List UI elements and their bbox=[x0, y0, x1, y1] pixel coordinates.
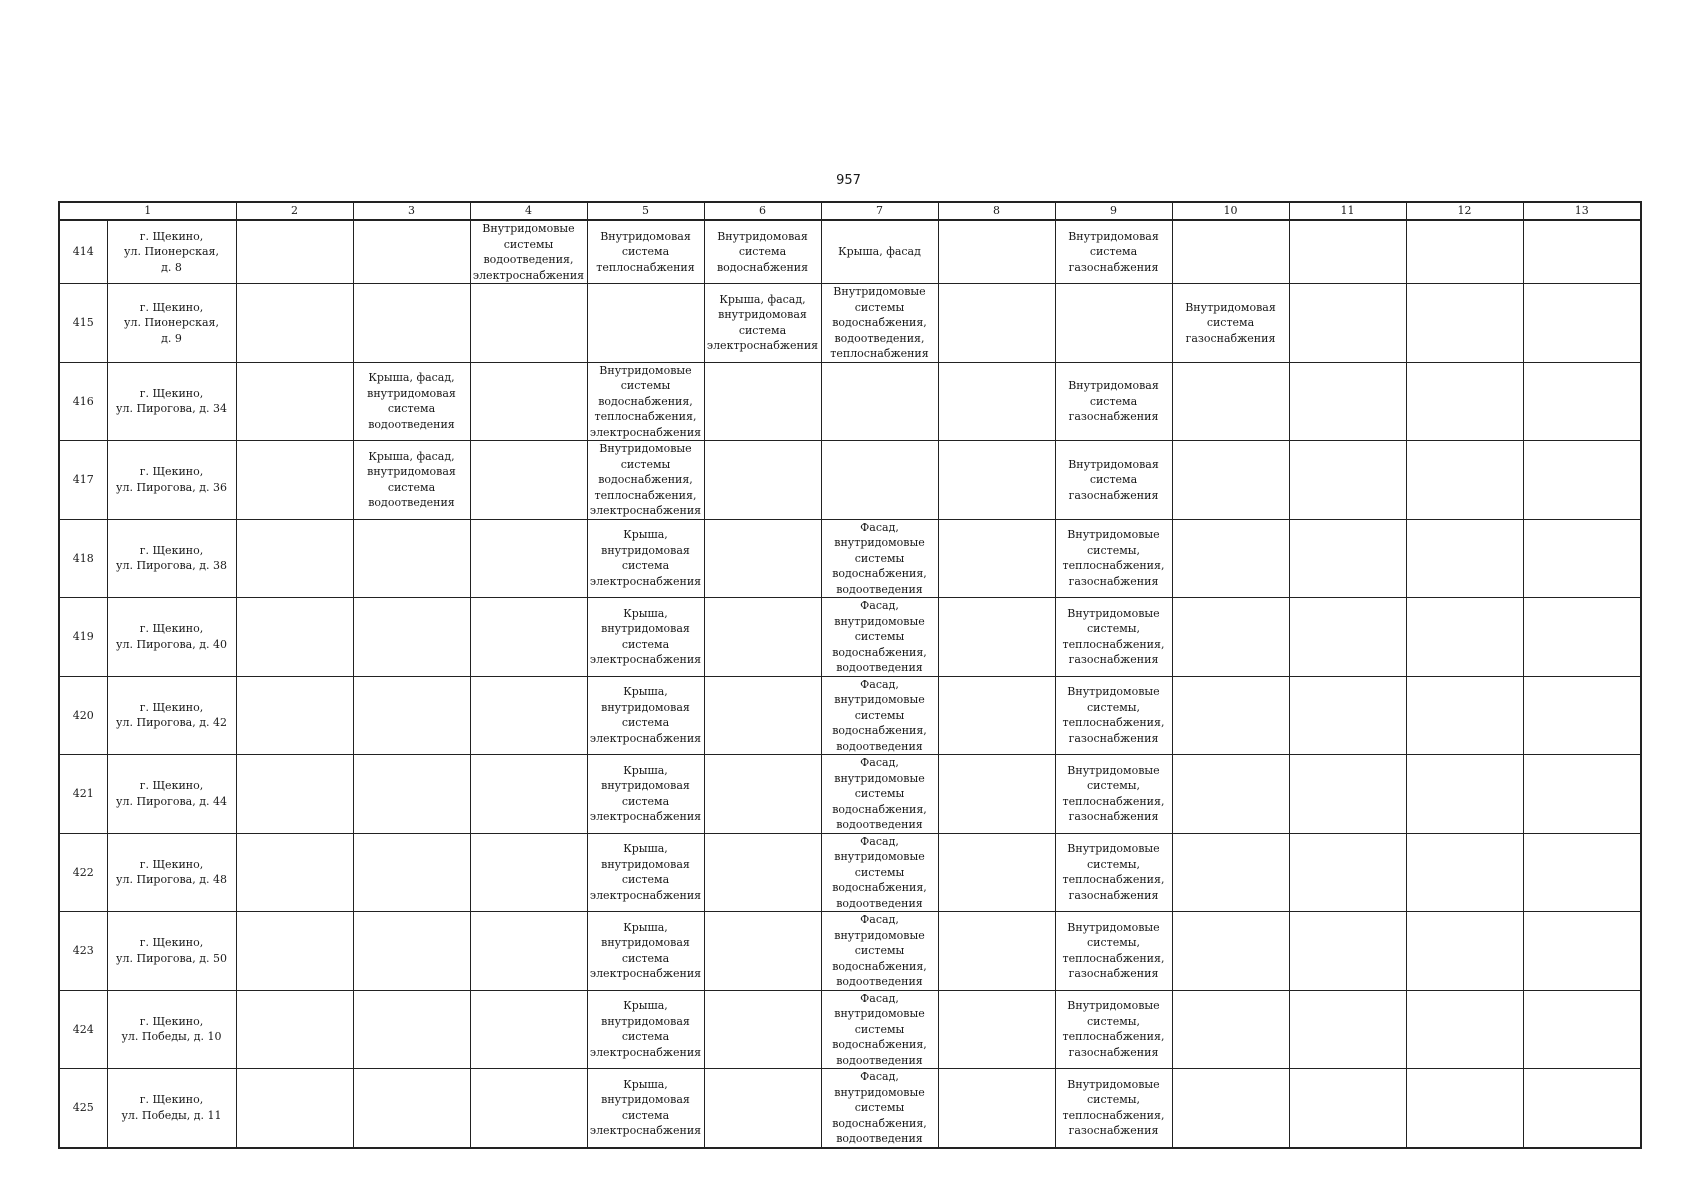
address-cell bbox=[107, 912, 236, 991]
work-cell-col-10 bbox=[1172, 362, 1289, 441]
address-line: г. Щекино, bbox=[139, 465, 204, 479]
work-cell-col-11 bbox=[1289, 990, 1406, 1069]
work-cell-col-6 bbox=[704, 755, 821, 834]
work-cell-col-9: Внутридомовые системы, теплоснабжения, газоснабжения bbox=[1055, 755, 1172, 834]
work-cell-col-3 bbox=[353, 598, 470, 677]
work-cell-col-10 bbox=[1172, 676, 1289, 755]
address-cell bbox=[107, 441, 236, 520]
table-row bbox=[59, 220, 1641, 284]
address-line: ул. Пирогова, д. 34 bbox=[116, 402, 227, 416]
work-cell-col-10 bbox=[1172, 519, 1289, 598]
work-cell-col-4 bbox=[470, 755, 587, 834]
work-cell-col-5: Крыша, внутридомовая система электроснабжения bbox=[587, 598, 704, 677]
work-cell-col-13 bbox=[1523, 833, 1641, 912]
address-line: ул. Пирогова, д. 42 bbox=[116, 716, 227, 730]
row-number: 417 bbox=[59, 441, 107, 520]
work-cell-col-8 bbox=[938, 833, 1055, 912]
row-number: 421 bbox=[59, 755, 107, 834]
work-cell-col-5: Крыша, внутридомовая система электроснабжения bbox=[587, 833, 704, 912]
address-cell bbox=[107, 362, 236, 441]
work-cell-col-2 bbox=[236, 676, 353, 755]
work-cell-col-5 bbox=[587, 284, 704, 363]
work-cell-col-10 bbox=[1172, 441, 1289, 520]
work-cell-col-2 bbox=[236, 441, 353, 520]
work-cell-col-13 bbox=[1523, 755, 1641, 834]
work-cell-col-4 bbox=[470, 833, 587, 912]
work-cell-col-6 bbox=[704, 833, 821, 912]
work-cell-col-12 bbox=[1406, 284, 1523, 363]
work-cell-col-5: Крыша, внутридомовая система электроснабжения bbox=[587, 1069, 704, 1148]
address-line: г. Щекино, bbox=[139, 622, 204, 636]
work-cell-col-5: Внутридомовые системы водоснабжения, теплоснабжения, электроснабжения bbox=[587, 362, 704, 441]
work-cell-col-3 bbox=[353, 1069, 470, 1148]
address-line: д. 8 bbox=[161, 260, 182, 274]
work-cell-col-3 bbox=[353, 676, 470, 755]
address-cell bbox=[107, 598, 236, 677]
work-cell-col-11 bbox=[1289, 441, 1406, 520]
work-cell-col-13 bbox=[1523, 990, 1641, 1069]
work-cell-col-7: Фасад, внутридомовые системы водоснабжения, водоотведения bbox=[821, 755, 938, 834]
work-cell-col-2 bbox=[236, 912, 353, 991]
row-number: 416 bbox=[59, 362, 107, 441]
work-cell-col-7 bbox=[821, 441, 938, 520]
address-cell bbox=[107, 755, 236, 834]
work-cell-col-3 bbox=[353, 284, 470, 363]
address-cell bbox=[107, 1069, 236, 1148]
row-number: 420 bbox=[59, 676, 107, 755]
address-line: г. Щекино, bbox=[139, 700, 204, 714]
work-cell-col-2 bbox=[236, 220, 353, 284]
work-cell-col-4 bbox=[470, 1069, 587, 1148]
work-cell-col-7: Внутридомовые системы водоснабжения, водоотведения, теплоснабжения bbox=[821, 284, 938, 363]
work-cell-col-11 bbox=[1289, 755, 1406, 834]
work-cell-col-8 bbox=[938, 912, 1055, 991]
work-cell-col-7: Фасад, внутридомовые системы водоснабжения, водоотведения bbox=[821, 833, 938, 912]
work-cell-col-5: Крыша, внутридомовая система электроснабжения bbox=[587, 990, 704, 1069]
address-line: г. Щекино, bbox=[139, 543, 204, 557]
work-cell-col-7: Фасад, внутридомовые системы водоснабжения, водоотведения bbox=[821, 990, 938, 1069]
address-line: ул. Победы, д. 11 bbox=[121, 1108, 222, 1122]
work-cell-col-12 bbox=[1406, 990, 1523, 1069]
work-cell-col-9: Внутридомовая система газоснабжения bbox=[1055, 441, 1172, 520]
row-number: 425 bbox=[59, 1069, 107, 1148]
work-cell-col-13 bbox=[1523, 598, 1641, 677]
work-cell-col-7: Крыша, фасад bbox=[821, 220, 938, 284]
work-cell-col-6 bbox=[704, 1069, 821, 1148]
work-cell-col-2 bbox=[236, 755, 353, 834]
work-cell-col-12 bbox=[1406, 220, 1523, 284]
work-cell-col-6: Внутридомовая система водоснабжения bbox=[704, 220, 821, 284]
work-cell-col-5: Внутридомовые системы водоснабжения, теплоснабжения, электроснабжения bbox=[587, 441, 704, 520]
work-cell-col-3 bbox=[353, 912, 470, 991]
row-number: 414 bbox=[59, 220, 107, 284]
address-line: ул. Пирогова, д. 48 bbox=[116, 873, 227, 887]
work-cell-col-10 bbox=[1172, 598, 1289, 677]
column-header: 12 bbox=[1406, 202, 1523, 220]
address-line: ул. Пирогова, д. 40 bbox=[116, 637, 227, 651]
row-number: 424 bbox=[59, 990, 107, 1069]
work-cell-col-11 bbox=[1289, 220, 1406, 284]
table-row bbox=[59, 441, 1641, 520]
work-cell-col-4 bbox=[470, 441, 587, 520]
address-line: ул. Пирогова, д. 38 bbox=[116, 559, 227, 573]
work-cell-col-13 bbox=[1523, 1069, 1641, 1148]
work-cell-col-6 bbox=[704, 519, 821, 598]
work-cell-col-6 bbox=[704, 441, 821, 520]
row-number: 423 bbox=[59, 912, 107, 991]
table-row bbox=[59, 519, 1641, 598]
work-cell-col-6 bbox=[704, 676, 821, 755]
work-cell-col-2 bbox=[236, 519, 353, 598]
work-cell-col-10 bbox=[1172, 990, 1289, 1069]
work-cell-col-8 bbox=[938, 362, 1055, 441]
address-cell bbox=[107, 676, 236, 755]
table-row bbox=[59, 598, 1641, 677]
work-cell-col-12 bbox=[1406, 519, 1523, 598]
work-cell-col-9: Внутридомовые системы, теплоснабжения, газоснабжения bbox=[1055, 676, 1172, 755]
work-cell-col-13 bbox=[1523, 676, 1641, 755]
table-row bbox=[59, 833, 1641, 912]
table-row bbox=[59, 362, 1641, 441]
work-cell-col-4 bbox=[470, 676, 587, 755]
work-cell-col-2 bbox=[236, 1069, 353, 1148]
address-line: д. 9 bbox=[161, 331, 182, 345]
work-cell-col-3: Крыша, фасад, внутридомовая система водоотведения bbox=[353, 362, 470, 441]
work-cell-col-2 bbox=[236, 284, 353, 363]
address-cell bbox=[107, 284, 236, 363]
work-cell-col-12 bbox=[1406, 833, 1523, 912]
work-cell-col-2 bbox=[236, 990, 353, 1069]
work-cell-col-4 bbox=[470, 284, 587, 363]
row-number: 415 bbox=[59, 284, 107, 363]
row-number: 418 bbox=[59, 519, 107, 598]
work-cell-col-13 bbox=[1523, 362, 1641, 441]
work-cell-col-11 bbox=[1289, 833, 1406, 912]
address-line: ул. Пирогова, д. 50 bbox=[116, 951, 227, 965]
work-cell-col-11 bbox=[1289, 676, 1406, 755]
work-cell-col-4 bbox=[470, 519, 587, 598]
work-cell-col-9: Внутридомовые системы, теплоснабжения, газоснабжения bbox=[1055, 912, 1172, 991]
work-cell-col-9: Внутридомовая система газоснабжения bbox=[1055, 220, 1172, 284]
work-cell-col-10 bbox=[1172, 833, 1289, 912]
work-cell-col-13 bbox=[1523, 284, 1641, 363]
work-cell-col-13 bbox=[1523, 441, 1641, 520]
address-cell bbox=[107, 990, 236, 1069]
work-cell-col-5: Крыша, внутридомовая система электроснабжения bbox=[587, 519, 704, 598]
address-cell bbox=[107, 833, 236, 912]
work-cell-col-9: Внутридомовые системы, теплоснабжения, газоснабжения bbox=[1055, 1069, 1172, 1148]
table-row bbox=[59, 284, 1641, 363]
address-line: ул. Победы, д. 10 bbox=[121, 1030, 222, 1044]
work-cell-col-11 bbox=[1289, 598, 1406, 677]
work-cell-col-3 bbox=[353, 755, 470, 834]
table-row bbox=[59, 755, 1641, 834]
work-cell-col-12 bbox=[1406, 441, 1523, 520]
address-line: г. Щекино, bbox=[139, 300, 204, 314]
work-cell-col-4 bbox=[470, 990, 587, 1069]
address-line: г. Щекино, bbox=[139, 1014, 204, 1028]
work-cell-col-8 bbox=[938, 441, 1055, 520]
address-line: г. Щекино, bbox=[139, 386, 204, 400]
work-cell-col-13 bbox=[1523, 912, 1641, 991]
address-line: ул. Пирогова, д. 36 bbox=[116, 480, 227, 494]
work-cell-col-12 bbox=[1406, 755, 1523, 834]
work-cell-col-6 bbox=[704, 990, 821, 1069]
work-cell-col-3 bbox=[353, 833, 470, 912]
work-cell-col-8 bbox=[938, 990, 1055, 1069]
table-row bbox=[59, 990, 1641, 1069]
work-cell-col-9: Внутридомовые системы, теплоснабжения, газоснабжения bbox=[1055, 598, 1172, 677]
work-cell-col-6 bbox=[704, 598, 821, 677]
work-cell-col-8 bbox=[938, 598, 1055, 677]
column-header: 5 bbox=[587, 202, 704, 220]
work-cell-col-11 bbox=[1289, 362, 1406, 441]
work-cell-col-9: Внутридомовые системы, теплоснабжения, газоснабжения bbox=[1055, 990, 1172, 1069]
column-header: 1 bbox=[59, 202, 236, 220]
table-row bbox=[59, 676, 1641, 755]
address-line: г. Щекино, bbox=[139, 779, 204, 793]
address-cell bbox=[107, 519, 236, 598]
work-cell-col-7: Фасад, внутридомовые системы водоснабжения, водоотведения bbox=[821, 912, 938, 991]
column-header: 8 bbox=[938, 202, 1055, 220]
work-cell-col-6 bbox=[704, 912, 821, 991]
work-cell-col-5: Крыша, внутридомовая система электроснабжения bbox=[587, 912, 704, 991]
work-cell-col-5: Внутридомовая система теплоснабжения bbox=[587, 220, 704, 284]
address-line: г. Щекино, bbox=[139, 229, 204, 243]
address-line: ул. Пирогова, д. 44 bbox=[116, 794, 227, 808]
work-cell-col-8 bbox=[938, 284, 1055, 363]
work-cell-col-8 bbox=[938, 220, 1055, 284]
work-cell-col-5: Крыша, внутридомовая система электроснабжения bbox=[587, 676, 704, 755]
work-cell-col-6: Крыша, фасад, внутридомовая система электроснабжения bbox=[704, 284, 821, 363]
work-cell-col-3: Крыша, фасад, внутридомовая система водоотведения bbox=[353, 441, 470, 520]
work-cell-col-7 bbox=[821, 362, 938, 441]
work-cell-col-2 bbox=[236, 598, 353, 677]
work-cell-col-13 bbox=[1523, 220, 1641, 284]
work-cell-col-4 bbox=[470, 912, 587, 991]
work-cell-col-6 bbox=[704, 362, 821, 441]
column-header: 7 bbox=[821, 202, 938, 220]
work-cell-col-9 bbox=[1055, 284, 1172, 363]
column-header: 11 bbox=[1289, 202, 1406, 220]
work-cell-col-12 bbox=[1406, 676, 1523, 755]
work-cell-col-8 bbox=[938, 1069, 1055, 1148]
column-header: 4 bbox=[470, 202, 587, 220]
work-cell-col-13 bbox=[1523, 519, 1641, 598]
work-cell-col-10: Внутридомовая система газоснабжения bbox=[1172, 284, 1289, 363]
work-cell-col-12 bbox=[1406, 912, 1523, 991]
work-cell-col-10 bbox=[1172, 1069, 1289, 1148]
work-cell-col-2 bbox=[236, 833, 353, 912]
address-cell bbox=[107, 220, 236, 284]
work-cell-col-3 bbox=[353, 519, 470, 598]
work-cell-col-2 bbox=[236, 362, 353, 441]
address-line: ул. Пионерская, bbox=[124, 316, 219, 329]
column-header: 10 bbox=[1172, 202, 1289, 220]
row-number: 422 bbox=[59, 833, 107, 912]
row-number: 419 bbox=[59, 598, 107, 677]
column-header: 6 bbox=[704, 202, 821, 220]
work-cell-col-10 bbox=[1172, 912, 1289, 991]
repair-schedule-table bbox=[58, 201, 1642, 1149]
address-line: г. Щекино, bbox=[139, 1093, 204, 1107]
work-cell-col-9: Внутридомовые системы, теплоснабжения, газоснабжения bbox=[1055, 519, 1172, 598]
work-cell-col-4: Внутридомовые системы водоотведения, электроснабжения bbox=[470, 220, 587, 284]
work-cell-col-10 bbox=[1172, 755, 1289, 834]
work-cell-col-4 bbox=[470, 362, 587, 441]
work-cell-col-3 bbox=[353, 990, 470, 1069]
column-header: 9 bbox=[1055, 202, 1172, 220]
column-header: 3 bbox=[353, 202, 470, 220]
table-body bbox=[59, 220, 1641, 1148]
work-cell-col-12 bbox=[1406, 1069, 1523, 1148]
work-cell-col-7: Фасад, внутридомовые системы водоснабжения, водоотведения bbox=[821, 676, 938, 755]
page-number: 957 bbox=[836, 173, 861, 188]
table-row bbox=[59, 1069, 1641, 1148]
address-line: г. Щекино, bbox=[139, 936, 204, 950]
work-cell-col-7: Фасад, внутридомовые системы водоснабжения, водоотведения bbox=[821, 519, 938, 598]
address-line: ул. Пионерская, bbox=[124, 245, 219, 259]
work-cell-col-7: Фасад, внутридомовые системы водоснабжения, водоотведения bbox=[821, 1069, 938, 1148]
work-cell-col-9: Внутридомовые системы, теплоснабжения, газоснабжения bbox=[1055, 833, 1172, 912]
work-cell-col-11 bbox=[1289, 284, 1406, 363]
work-cell-col-11 bbox=[1289, 1069, 1406, 1148]
column-header: 13 bbox=[1523, 202, 1641, 220]
work-cell-col-10 bbox=[1172, 220, 1289, 284]
table-row bbox=[59, 912, 1641, 991]
work-cell-col-9: Внутридомовая система газоснабжения bbox=[1055, 362, 1172, 441]
work-cell-col-12 bbox=[1406, 598, 1523, 677]
work-cell-col-8 bbox=[938, 755, 1055, 834]
work-cell-col-12 bbox=[1406, 362, 1523, 441]
work-cell-col-11 bbox=[1289, 912, 1406, 991]
work-cell-col-8 bbox=[938, 676, 1055, 755]
column-number-row bbox=[59, 202, 1641, 220]
work-cell-col-8 bbox=[938, 519, 1055, 598]
work-cell-col-5: Крыша, внутридомовая система электроснабжения bbox=[587, 755, 704, 834]
address-line: г. Щекино, bbox=[139, 857, 204, 871]
column-header: 2 bbox=[236, 202, 353, 220]
work-cell-col-11 bbox=[1289, 519, 1406, 598]
work-cell-col-3 bbox=[353, 220, 470, 284]
work-cell-col-7: Фасад, внутридомовые системы водоснабжения, водоотведения bbox=[821, 598, 938, 677]
work-cell-col-4 bbox=[470, 598, 587, 677]
